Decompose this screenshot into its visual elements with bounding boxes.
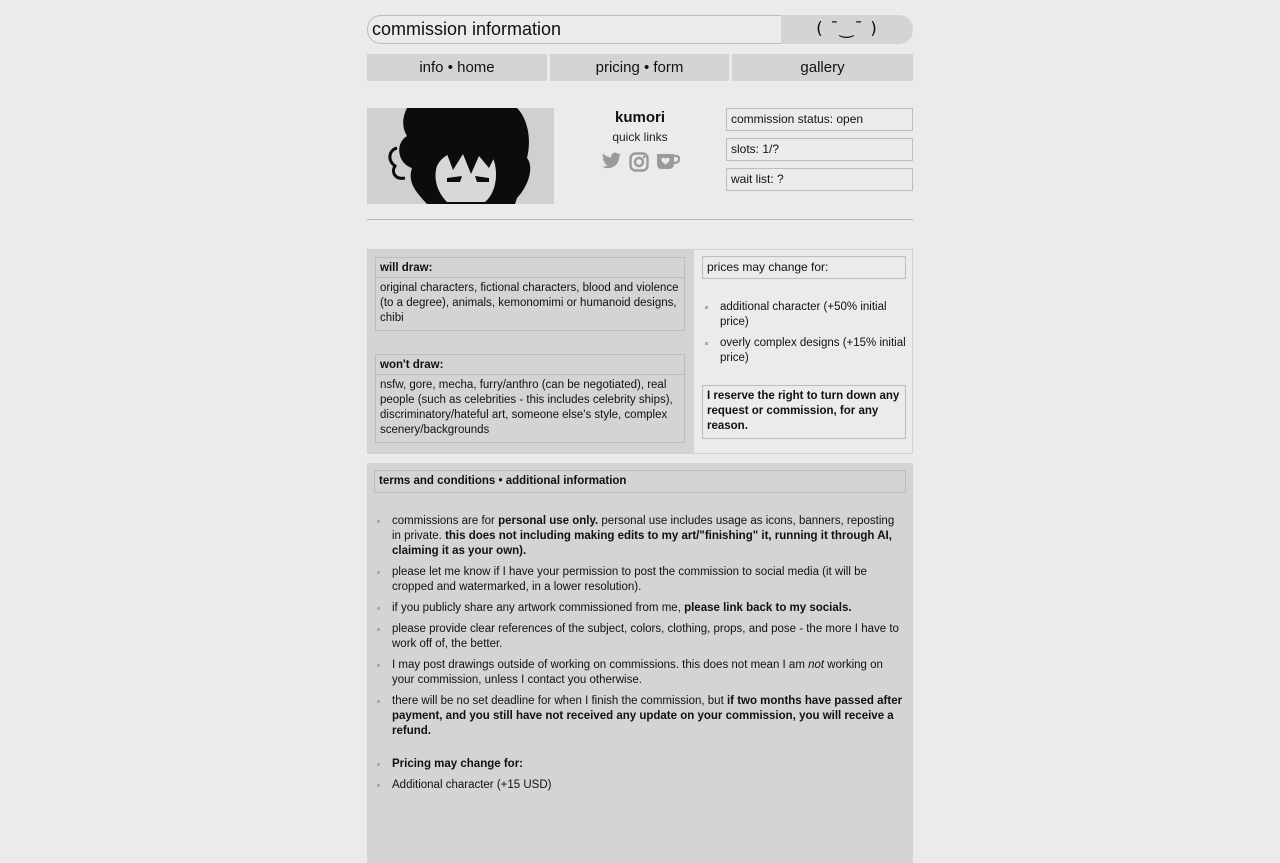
terms-heading: terms and conditions • additional information <box>374 470 906 493</box>
kofi-icon[interactable] <box>656 152 680 172</box>
wont-draw-body: nsfw, gore, mecha, furry/anthro (can be negotiated), real people (such as celebrities - this includes celebrity ships), discriminatory/hateful art, someone else's style, complex scenery/backgrounds <box>375 375 685 443</box>
draw-section <box>367 249 913 454</box>
wont-draw-heading: won't draw: <box>375 354 685 375</box>
list-item: additional character (+50% initial price) <box>702 300 906 330</box>
list-item: there will be no set deadline for when I finish the commission, but if two months have passed after payment, and you still have not received any update on your commission, you will receive a refund. <box>374 694 906 739</box>
kaomoji-badge: ( ¯‿¯ ) <box>781 15 913 44</box>
quick-links-label: quick links <box>612 130 668 144</box>
draw-preferences <box>368 250 694 453</box>
nav-info-home[interactable]: info • home <box>367 54 547 81</box>
price-changes-list <box>702 300 906 366</box>
list-item: overly complex designs (+15% initial price) <box>702 336 906 366</box>
reserve-notice: I reserve the right to turn down any request or commission, for any reason. <box>702 385 906 439</box>
terms-section <box>367 463 913 863</box>
page-title: commission information <box>367 15 781 44</box>
profile-info <box>554 108 726 172</box>
social-links <box>554 152 726 172</box>
list-item: commissions are for personal use only. personal use includes usage as icons, banners, reposting in private. this does not including making edits to my art/"finishing" it, running it through AI, claiming it as your own). <box>374 514 906 559</box>
page-container <box>367 15 913 791</box>
divider <box>367 219 913 220</box>
price-changes <box>702 256 906 439</box>
list-item: please provide clear references of the subject, colors, clothing, props, and pose - the more I have to work off of, the better. <box>374 622 906 652</box>
instagram-icon[interactable] <box>629 152 649 172</box>
nav-pricing-form[interactable]: pricing • form <box>550 54 729 81</box>
terms-list <box>374 514 906 799</box>
header <box>367 15 913 44</box>
will-draw-card <box>375 257 685 331</box>
wont-draw-card <box>375 354 685 443</box>
avatar <box>367 108 554 204</box>
list-item: I may post drawings outside of working on commissions. this does not mean I am not working on your commission, unless I contact you otherwise. <box>374 658 906 688</box>
list-item: Pricing may change for: <box>374 757 906 772</box>
list-item: if you publicly share any artwork commissioned from me, please link back to my socials. <box>374 601 906 616</box>
twitter-icon[interactable] <box>601 152 622 172</box>
commission-status: commission status: open <box>726 108 913 131</box>
will-draw-heading: will draw: <box>375 257 685 278</box>
price-changes-heading: prices may change for: <box>702 256 906 279</box>
wait-list-status: wait list: ? <box>726 168 913 191</box>
nav-gallery[interactable]: gallery <box>732 54 913 81</box>
list-item: please let me know if I have your permission to post the commission to social media (it will be cropped and watermarked, in a lower resolution). <box>374 565 906 595</box>
will-draw-body: original characters, fictional characters, blood and violence (to a degree), animals, kemonomimi or humanoid designs, chibi <box>375 278 685 331</box>
nav-bar <box>367 54 913 81</box>
username: kumori <box>614 109 665 126</box>
slots-status: slots: 1/? <box>726 138 913 161</box>
list-item: Additional character (+15 USD) <box>374 778 906 793</box>
